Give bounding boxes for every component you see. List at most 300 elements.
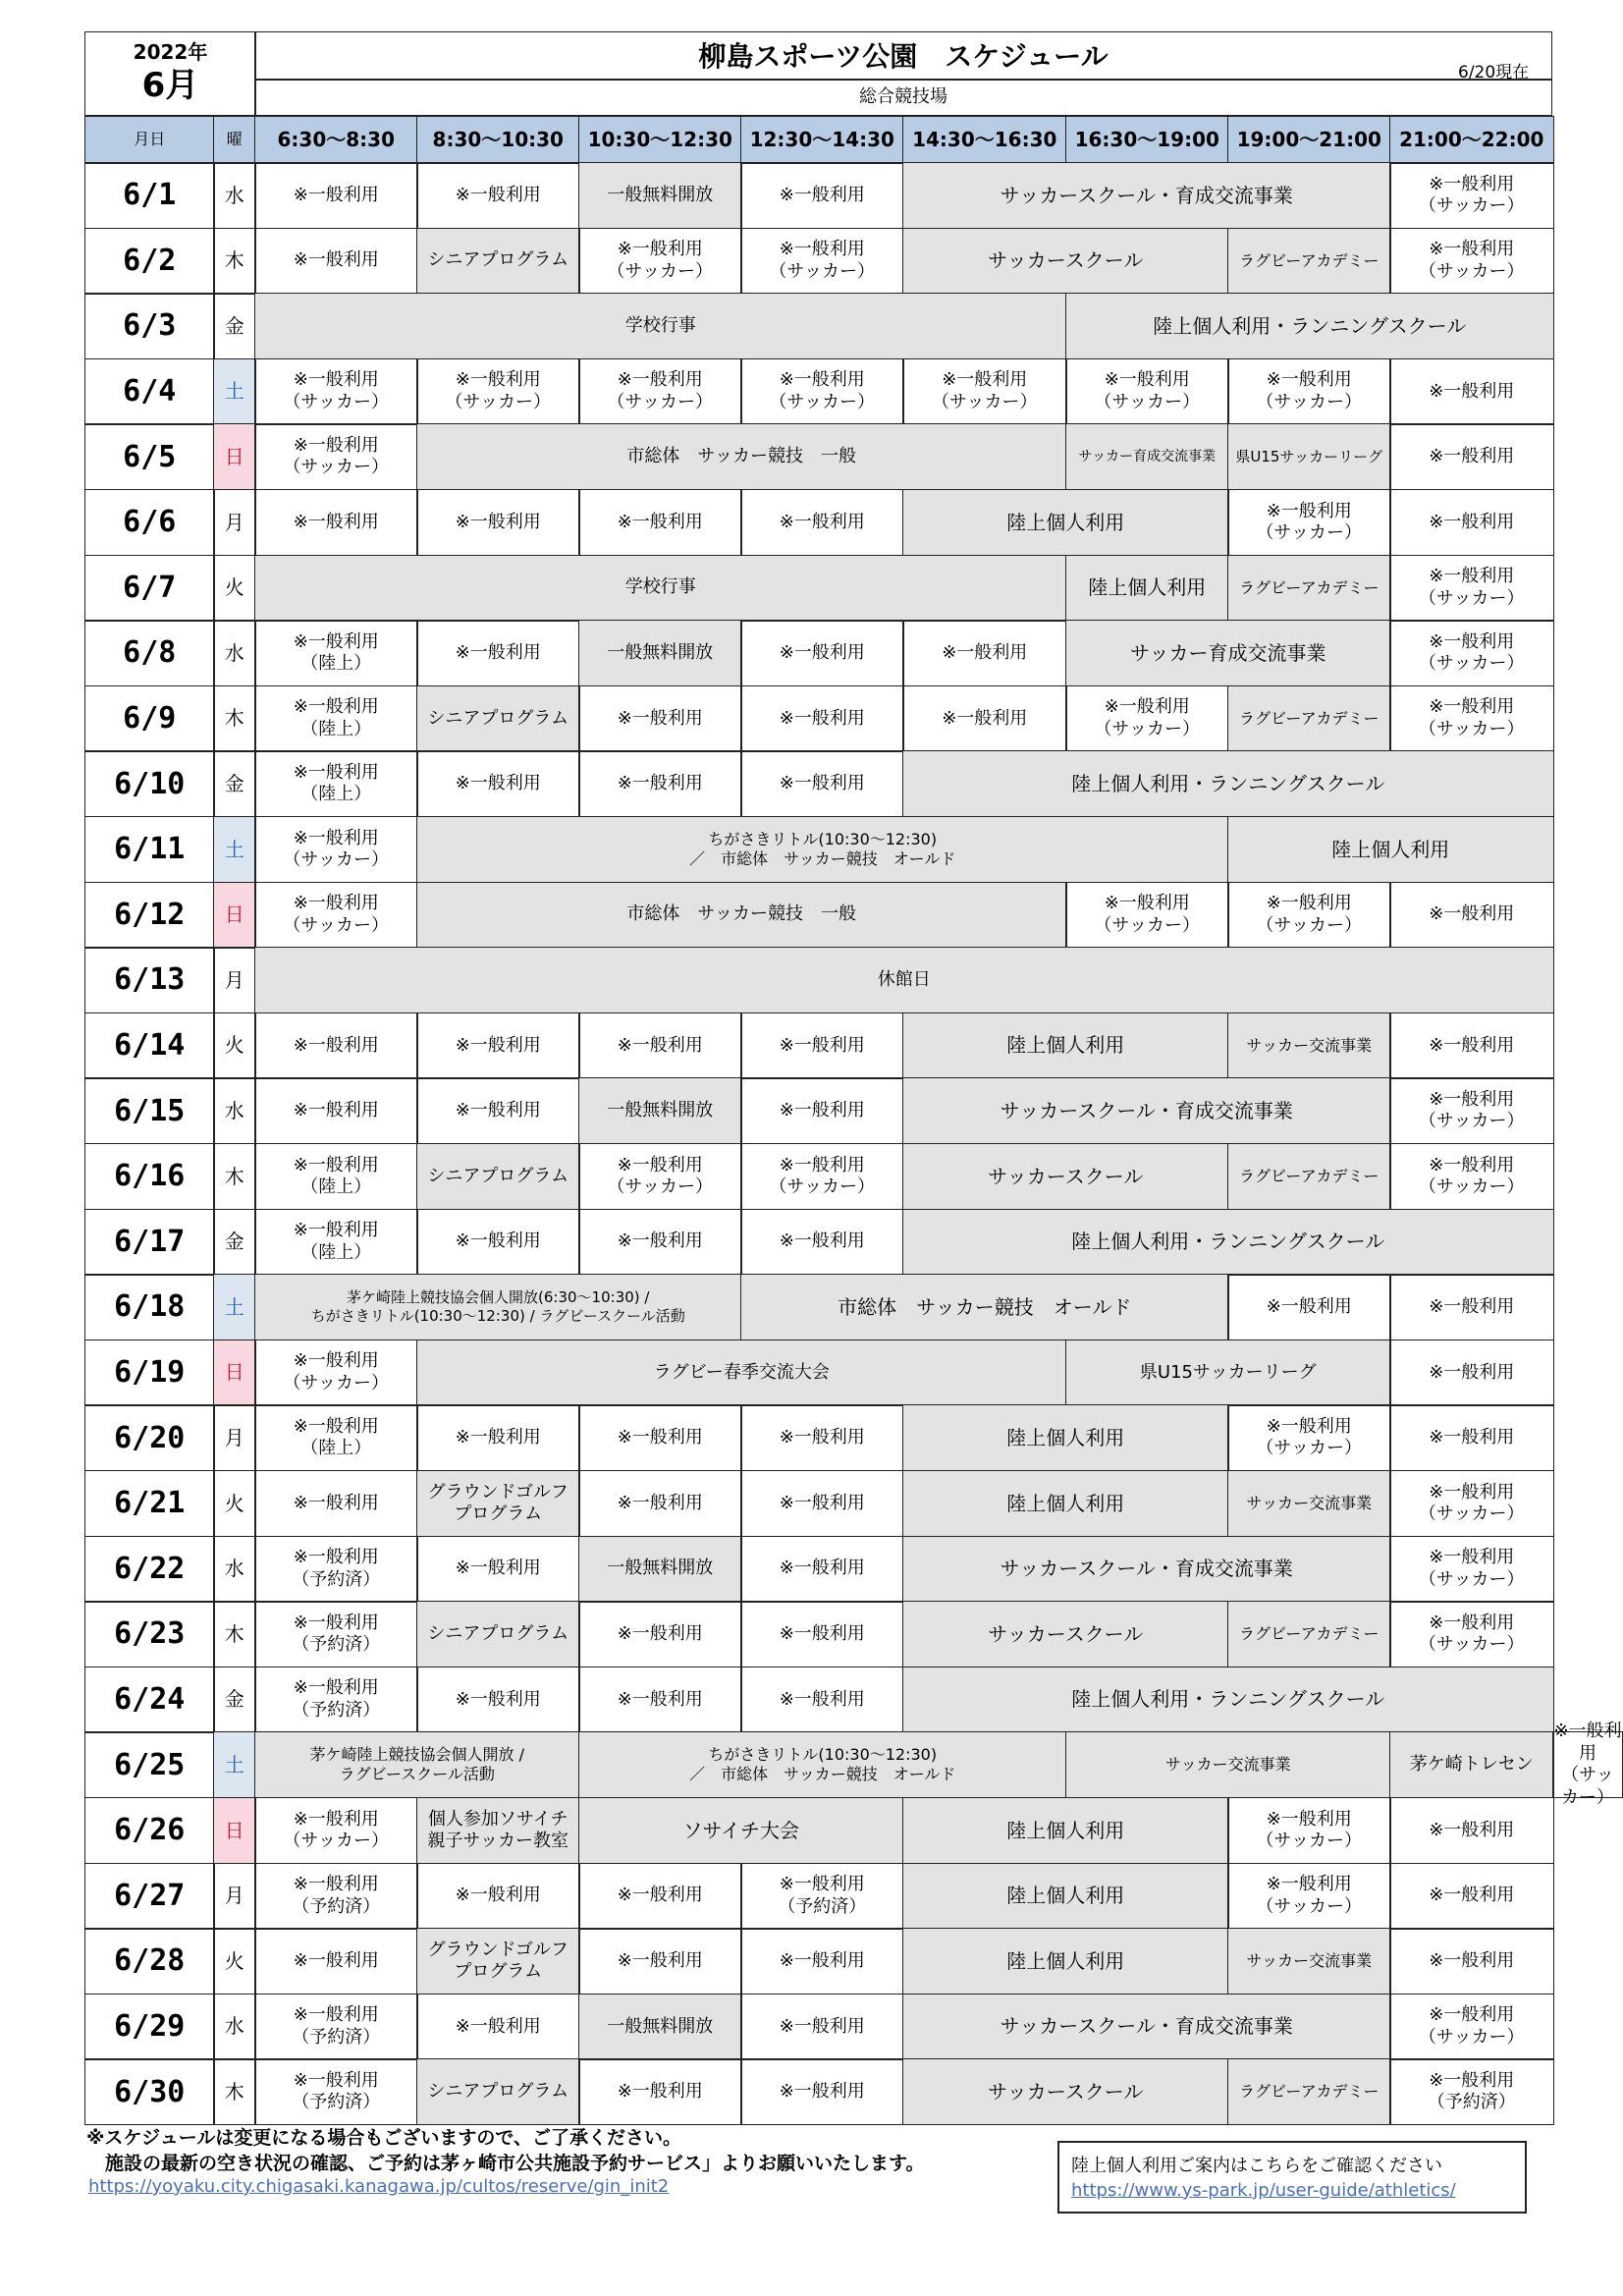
schedule-slot	[902, 1797, 1229, 1864]
day-of-week-cell	[213, 489, 256, 556]
schedule-slot	[416, 2058, 580, 2125]
schedule-slot	[740, 1601, 904, 1667]
schedule-slot	[740, 1863, 904, 1930]
schedule-slot-text: ※一般利用 （サッカー）	[1094, 369, 1201, 412]
schedule-slot-text: ※一般利用 （サッカー）	[1256, 1874, 1363, 1917]
schedule-slot-text: ちがさきリトル(10:30～12:30) ／ 市総体 サッカー競技 オールド	[689, 830, 956, 869]
date-cell	[84, 1209, 215, 1276]
schedule-slot	[416, 750, 580, 817]
time-slot-header	[254, 116, 418, 164]
schedule-slot	[1227, 1012, 1391, 1079]
schedule-slot-text: 学校行事	[624, 314, 696, 336]
schedule-slot-text: 陸上個人利用	[1331, 837, 1450, 861]
schedule-slot	[578, 1404, 742, 1471]
schedule-slot	[1389, 489, 1554, 556]
schedule-slot	[416, 1797, 580, 1864]
schedule-slot	[578, 1731, 1067, 1798]
dow-column-label: 曜	[226, 130, 243, 149]
schedule-slot	[254, 1994, 418, 2060]
schedule-slot	[1065, 358, 1229, 425]
schedule-slot-text: ※一般利用	[455, 1427, 541, 1449]
schedule-slot	[254, 358, 418, 425]
schedule-slot-text: ※一般利用	[1429, 1819, 1515, 1840]
schedule-slot-text: ※一般利用 （サッカー）	[1553, 1721, 1622, 1808]
schedule-slot-text: ※一般利用	[942, 707, 1028, 729]
schedule-slot-text: ※一般利用	[1429, 903, 1515, 925]
as-of-date: 6/20現在	[1458, 63, 1530, 82]
schedule-slot-text: 一般無料開放	[607, 641, 714, 663]
schedule-slot	[1389, 1797, 1554, 1864]
schedule-slot-text: ※一般利用 （サッカー）	[445, 369, 552, 412]
schedule-slot	[416, 162, 580, 229]
schedule-slot-text: ※一般利用 （予約済）	[292, 1874, 381, 1917]
schedule-slot-text: 陸上個人利用	[1006, 1948, 1125, 1973]
schedule-slot	[578, 750, 742, 817]
schedule-slot	[254, 1274, 742, 1340]
day-of-week-cell	[213, 1012, 256, 1079]
date-cell	[84, 1012, 215, 1079]
schedule-slot-text: ※一般利用	[779, 2015, 865, 2037]
schedule-slot	[902, 2058, 1229, 2125]
schedule-slot-text: 県U15サッカーリーグ	[1139, 1361, 1317, 1383]
day-of-week-cell	[213, 947, 256, 1013]
schedule-slot	[1389, 1143, 1554, 1210]
schedule-slot	[254, 1404, 418, 1471]
schedule-slot	[416, 1470, 580, 1537]
schedule-slot-text: ※一般利用	[1429, 1034, 1515, 1056]
day-of-week-label: 水	[224, 2014, 244, 2039]
day-of-week-cell	[213, 423, 256, 490]
schedule-slot-text: ※一般利用	[617, 707, 703, 729]
schedule-slot-text: ※一般利用	[293, 1100, 379, 1121]
date-cell	[84, 1470, 215, 1537]
schedule-slot-text: ラグビーアカデミー	[1239, 577, 1380, 597]
time-slot-label: 8:30～10:30	[432, 127, 564, 151]
schedule-slot-text: ※一般利用 （予約済）	[292, 1677, 381, 1721]
schedule-slot	[254, 1209, 418, 1276]
schedule-slot-text: ※一般利用	[455, 184, 541, 205]
schedule-slot-text: ※一般利用	[779, 1622, 865, 1644]
schedule-slot	[1227, 489, 1391, 556]
day-of-week-cell	[213, 1470, 256, 1537]
schedule-slot-text: 茅ケ崎トレセン	[1409, 1754, 1534, 1776]
day-of-week-label: 日	[224, 1818, 244, 1842]
schedule-slot-text: ※一般利用 （陸上）	[293, 761, 379, 805]
day-of-week-cell	[213, 162, 256, 229]
schedule-slot-text: サッカー交流事業	[1246, 1035, 1373, 1055]
schedule-slot	[740, 1404, 904, 1471]
schedule-slot	[254, 816, 418, 883]
schedule-slot-text: ※一般利用	[779, 773, 865, 794]
schedule-slot-text: ※一般利用	[1429, 1427, 1515, 1449]
schedule-slot	[1389, 1863, 1554, 1930]
schedule-slot-text: ※一般利用	[779, 707, 865, 729]
date-label: 6/10	[114, 766, 186, 801]
schedule-slot-text: ※一般利用 （陸上）	[293, 1154, 379, 1198]
year-month-cell	[84, 31, 256, 116]
schedule-slot	[254, 882, 418, 949]
schedule-slot-text: ※一般利用	[617, 1688, 703, 1710]
day-of-week-cell	[213, 1404, 256, 1471]
schedule-slot-text: 休館日	[877, 968, 931, 990]
schedule-slot-text: ※一般利用 （サッカー）	[769, 239, 876, 282]
day-of-week-label: 水	[224, 183, 244, 207]
schedule-slot-text: 一般無料開放	[607, 2015, 714, 2037]
schedule-slot	[740, 1274, 1229, 1340]
time-slot-label: 19:00～21:00	[1236, 127, 1381, 151]
schedule-slot-text: ※一般利用 （サッカー）	[1094, 893, 1201, 936]
schedule-slot-text: シニアプログラム	[427, 249, 569, 271]
day-of-week-label: 土	[224, 837, 244, 861]
time-slot-header	[1065, 116, 1229, 164]
schedule-slot	[902, 1536, 1391, 1603]
schedule-slot-text: ※一般利用	[779, 1688, 865, 1710]
schedule-slot	[1389, 1928, 1554, 1995]
schedule-slot-text: 陸上個人利用	[1006, 1884, 1125, 1908]
athletics-info-link[interactable]: https://www.ys-park.jp/user-guide/athletics/	[1071, 2180, 1456, 2201]
day-of-week-label: 日	[224, 444, 244, 468]
schedule-slot-text: ※一般利用	[455, 1885, 541, 1906]
schedule-slot	[416, 816, 1229, 883]
day-of-week-label: 水	[224, 1557, 244, 1581]
schedule-slot-text: 市総体 サッカー競技 オールド	[838, 1294, 1132, 1319]
schedule-slot	[1389, 1994, 1554, 2060]
schedule-slot-text: ※一般利用	[779, 1949, 865, 1971]
date-label: 6/3	[123, 308, 177, 344]
date-cell	[84, 1797, 215, 1864]
date-cell	[84, 489, 215, 556]
date-label: 6/5	[123, 439, 177, 474]
schedule-slot	[1065, 620, 1391, 686]
schedule-slot-text: ※一般利用 （サッカー）	[931, 369, 1038, 412]
schedule-slot-text: グラウンドゴルフ プログラム	[427, 1939, 568, 1983]
schedule-slot-text: ※一般利用	[1429, 1949, 1515, 1971]
schedule-slot-text: サッカースクール・育成交流事業	[1000, 183, 1293, 207]
schedule-slot-text: ※一般利用 （サッカー）	[1256, 1808, 1363, 1852]
schedule-slot-text: ラグビーアカデミー	[1239, 2082, 1380, 2102]
schedule-slot-text: 陸上個人利用	[1088, 575, 1207, 600]
schedule-slot	[578, 1601, 742, 1667]
day-of-week-label: 木	[224, 248, 244, 273]
athletics-info-label: 陸上個人利用ご案内はこちらをご確認ください	[1071, 2156, 1442, 2176]
schedule-slot-text: ※一般利用	[617, 1230, 703, 1252]
schedule-slot	[902, 1994, 1391, 2060]
date-cell	[84, 2058, 215, 2125]
date-cell	[84, 1536, 215, 1603]
schedule-slot	[740, 620, 904, 686]
day-of-week-label: 金	[224, 1230, 244, 1254]
day-of-week-cell	[213, 2058, 256, 2125]
schedule-slot-text: ※一般利用	[779, 1230, 865, 1252]
schedule-slot-text: 茅ケ崎陸上競技協会個人開放(6:30～10:30) / ちがさきリトル(10:30～12:30) / ラグビースクール活動	[310, 1288, 685, 1326]
schedule-slot-text: ※一般利用	[617, 511, 703, 532]
schedule-slot-text: ※一般利用	[779, 184, 865, 205]
schedule-slot	[578, 1012, 742, 1079]
schedule-slot	[254, 947, 1554, 1013]
schedule-slot-text: ※一般利用	[1429, 511, 1515, 532]
schedule-slot	[1065, 685, 1229, 752]
day-of-week-label: 金	[224, 771, 244, 795]
page-title: 柳島スポーツ公園 スケジュール	[698, 39, 1109, 73]
schedule-slot	[416, 1863, 580, 1930]
schedule-slot-text: ※一般利用 （サッカー）	[283, 369, 390, 412]
schedule-slot	[578, 1994, 742, 2060]
schedule-slot	[254, 293, 1067, 359]
date-label: 6/15	[114, 1093, 186, 1128]
schedule-slot-text: 市総体 サッカー競技 一般	[626, 903, 857, 925]
date-cell	[84, 228, 215, 295]
schedule-slot	[1227, 685, 1391, 752]
schedule-slot	[740, 750, 904, 817]
schedule-slot	[1227, 1470, 1391, 1537]
day-of-week-label: 月	[224, 967, 244, 992]
schedule-slot	[416, 1143, 580, 1210]
schedule-slot-text: 学校行事	[624, 576, 696, 598]
schedule-slot	[1389, 162, 1554, 229]
schedule-slot-text: ※一般利用 （サッカー）	[1418, 2004, 1525, 2048]
day-of-week-cell	[213, 358, 256, 425]
schedule-slot-text: ※一般利用 （サッカー）	[283, 827, 390, 871]
schedule-slot	[416, 1601, 580, 1667]
schedule-slot	[1389, 1274, 1554, 1340]
date-label: 6/20	[114, 1420, 186, 1455]
reservation-link[interactable]: https://yoyaku.city.chigasaki.kanagawa.jp/cultos/reserve/gin_init2	[88, 2176, 670, 2197]
schedule-slot	[1389, 358, 1554, 425]
schedule-slot-text: ※一般利用	[455, 1688, 541, 1710]
schedule-slot-text: 陸上個人利用・ランニングスクール	[1071, 1687, 1385, 1712]
date-label: 6/19	[114, 1355, 186, 1391]
schedule-slot	[254, 1470, 418, 1537]
schedule-slot-text: ※一般利用 （サッカー）	[1418, 1088, 1525, 1132]
schedule-slot	[902, 489, 1229, 556]
schedule-slot	[254, 162, 418, 229]
schedule-slot	[902, 1404, 1229, 1471]
day-of-week-label: 水	[224, 1098, 244, 1122]
schedule-slot-text: 陸上個人利用・ランニングスクール	[1071, 1230, 1385, 1254]
date-cell	[84, 1731, 215, 1798]
schedule-slot-text: ※一般利用 （サッカー）	[769, 1154, 876, 1198]
date-cell	[84, 162, 215, 229]
schedule-slot	[254, 1143, 418, 1210]
date-label: 6/1	[123, 178, 177, 213]
schedule-slot-text: ※一般利用 （サッカー）	[1094, 696, 1201, 739]
schedule-slot-text: ※一般利用	[1266, 1295, 1352, 1317]
schedule-slot-text: ※一般利用	[455, 773, 541, 794]
schedule-slot-text: ※一般利用	[779, 1427, 865, 1449]
date-cell	[84, 1863, 215, 1930]
schedule-slot	[740, 1536, 904, 1603]
schedule-slot	[902, 1928, 1229, 1995]
day-of-week-label: 土	[224, 379, 244, 404]
date-label: 6/8	[123, 635, 177, 671]
schedule-slot-text: ※一般利用 （サッカー）	[283, 893, 390, 936]
date-cell	[84, 423, 215, 490]
schedule-slot	[254, 1536, 418, 1603]
schedule-slot	[1389, 685, 1554, 752]
day-of-week-label: 土	[224, 1294, 244, 1319]
schedule-slot	[902, 358, 1067, 425]
schedule-slot	[416, 358, 580, 425]
schedule-slot	[1389, 1077, 1554, 1144]
schedule-slot	[902, 1143, 1229, 1210]
date-cell	[84, 750, 215, 817]
schedule-slot	[1389, 882, 1554, 949]
schedule-slot	[578, 1209, 742, 1276]
schedule-slot	[1389, 2058, 1554, 2125]
schedule-slot	[416, 1404, 580, 1471]
date-label: 6/16	[114, 1159, 186, 1194]
schedule-slot	[254, 1797, 418, 1864]
schedule-slot	[1227, 1143, 1391, 1210]
day-of-week-label: 日	[224, 902, 244, 927]
date-label: 6/22	[114, 1551, 186, 1586]
schedule-slot	[416, 1928, 580, 1995]
date-cell	[84, 555, 215, 622]
day-of-week-cell	[213, 750, 256, 817]
schedule-slot-text: ※一般利用	[455, 1100, 541, 1121]
schedule-slot	[416, 423, 1067, 490]
schedule-slot-text: ※一般利用 （予約済）	[778, 1874, 867, 1917]
day-of-week-cell	[213, 1863, 256, 1930]
schedule-slot-text: ※一般利用	[779, 1492, 865, 1513]
time-slot-header	[416, 116, 580, 164]
schedule-slot	[1227, 1601, 1391, 1667]
schedule-slot	[416, 228, 580, 295]
schedule-slot-text: サッカースクール・育成交流事業	[1000, 1098, 1293, 1122]
schedule-slot	[578, 162, 742, 229]
schedule-slot	[1065, 293, 1554, 359]
schedule-slot	[254, 555, 1067, 622]
day-of-week-label: 火	[224, 575, 244, 600]
year-label: 2022年	[133, 40, 208, 65]
schedule-slot	[1389, 1536, 1554, 1603]
schedule-slot	[578, 1470, 742, 1537]
day-of-week-cell	[213, 1601, 256, 1667]
time-slot-label: 12:30～14:30	[749, 127, 894, 151]
schedule-slot-text: サッカー交流事業	[1246, 1494, 1373, 1513]
schedule-slot-text: ソサイチ大会	[682, 1818, 800, 1842]
schedule-slot	[578, 1077, 742, 1144]
schedule-slot-text: ※一般利用	[617, 1949, 703, 1971]
schedule-slot-text: 陸上個人利用	[1006, 510, 1125, 534]
schedule-slot-text: ※一般利用	[1429, 1885, 1515, 1906]
date-cell	[84, 620, 215, 686]
schedule-slot-text: サッカースクール	[988, 1164, 1144, 1188]
schedule-slot-text: ※一般利用 （サッカー）	[607, 239, 714, 282]
schedule-slot-text: ※一般利用 （サッカー）	[1418, 173, 1525, 217]
date-label: 6/6	[123, 505, 177, 540]
date-cell	[84, 1994, 215, 2060]
schedule-slot-text: 県U15サッカーリーグ	[1235, 448, 1383, 466]
date-cell	[84, 1143, 215, 1210]
schedule-slot-text: サッカースクール	[988, 2079, 1144, 2104]
day-of-week-label: 金	[224, 1687, 244, 1712]
schedule-slot-text: ※一般利用 （予約済）	[292, 2069, 381, 2113]
date-label: 6/30	[114, 2074, 186, 2109]
schedule-slot-text: シニアプログラム	[427, 1165, 569, 1186]
schedule-slot	[254, 1601, 418, 1667]
date-label: 6/13	[114, 962, 186, 998]
schedule-slot	[1389, 228, 1554, 295]
schedule-slot-text: ※一般利用	[293, 249, 379, 271]
schedule-slot	[740, 685, 904, 752]
venue-label: 総合競技場	[859, 85, 947, 107]
schedule-slot	[1389, 555, 1554, 622]
schedule-slot	[578, 1667, 742, 1733]
schedule-slot	[902, 620, 1067, 686]
date-column-header	[84, 116, 215, 164]
schedule-slot	[416, 489, 580, 556]
time-slot-label: 21:00～22:00	[1399, 127, 1544, 151]
schedule-slot-text: ※一般利用 （サッカー）	[1418, 1481, 1525, 1525]
day-of-week-cell	[213, 1994, 256, 2060]
date-cell	[84, 1339, 215, 1406]
schedule-slot	[1552, 1721, 1623, 1808]
schedule-slot-text: サッカースクール・育成交流事業	[1000, 2014, 1293, 2039]
schedule-slot	[1389, 1470, 1554, 1537]
day-of-week-cell	[213, 1209, 256, 1276]
schedule-slot-text: グラウンドゴルフ プログラム	[427, 1481, 568, 1525]
date-cell	[84, 816, 215, 883]
date-label: 6/14	[114, 1028, 186, 1064]
day-of-week-label: 月	[224, 1884, 244, 1908]
date-cell	[84, 685, 215, 752]
schedule-slot-text: ※一般利用	[1429, 1361, 1515, 1383]
date-column-label: 月日	[134, 130, 166, 149]
schedule-slot-text: ※一般利用 （サッカー）	[769, 369, 876, 412]
day-of-week-cell	[213, 685, 256, 752]
schedule-slot-text: 一般無料開放	[607, 1100, 714, 1121]
schedule-slot-text: 陸上個人利用	[1006, 1425, 1125, 1449]
schedule-slot	[740, 489, 904, 556]
schedule-slot-text: ※一般利用	[293, 184, 379, 205]
schedule-slot-text: ちがさきリトル(10:30～12:30) ／ 市総体 サッカー競技 オールド	[689, 1745, 956, 1784]
schedule-slot-text: ※一般利用	[1429, 1295, 1515, 1317]
schedule-slot	[578, 1797, 904, 1864]
date-label: 6/29	[114, 2009, 186, 2045]
schedule-slot-text: ラグビーアカデミー	[1239, 1167, 1380, 1186]
schedule-slot-text: サッカースクール・育成交流事業	[1000, 1557, 1293, 1581]
schedule-slot	[740, 1209, 904, 1276]
schedule-slot	[740, 1143, 904, 1210]
title-cell	[254, 31, 1552, 81]
day-of-week-cell	[213, 882, 256, 949]
date-label: 6/18	[114, 1289, 186, 1325]
day-of-week-cell	[213, 1731, 256, 1798]
venue-cell	[254, 79, 1552, 116]
schedule-slot-text: ※一般利用 （サッカー）	[283, 434, 390, 478]
day-of-week-label: 月	[224, 510, 244, 534]
schedule-slot	[740, 228, 904, 295]
footer-note-1: ※スケジュールは変更になる場合もございますので、ご了承ください。	[86, 2127, 681, 2149]
schedule-slot-text: 一般無料開放	[607, 184, 714, 205]
schedule-slot-text: ※一般利用 （予約済）	[292, 1547, 381, 1590]
schedule-slot	[1227, 358, 1391, 425]
schedule-slot-text: ※一般利用	[293, 1034, 379, 1056]
schedule-slot	[902, 1077, 1391, 1144]
athletics-info-box	[1057, 2141, 1527, 2214]
day-of-week-label: 木	[224, 706, 244, 731]
day-of-week-label: 水	[224, 640, 244, 665]
schedule-slot	[416, 1339, 1067, 1406]
day-of-week-label: 土	[224, 1752, 244, 1777]
date-cell	[84, 947, 215, 1013]
schedule-slot	[902, 1012, 1229, 1079]
schedule-slot-text: 茅ケ崎陸上競技協会個人開放 / ラグビースクール活動	[309, 1745, 524, 1784]
schedule-slot-text: ※一般利用	[455, 511, 541, 532]
schedule-slot-text: ※一般利用 （陸上）	[293, 630, 379, 675]
schedule-slot-text: ※一般利用	[1429, 380, 1515, 402]
